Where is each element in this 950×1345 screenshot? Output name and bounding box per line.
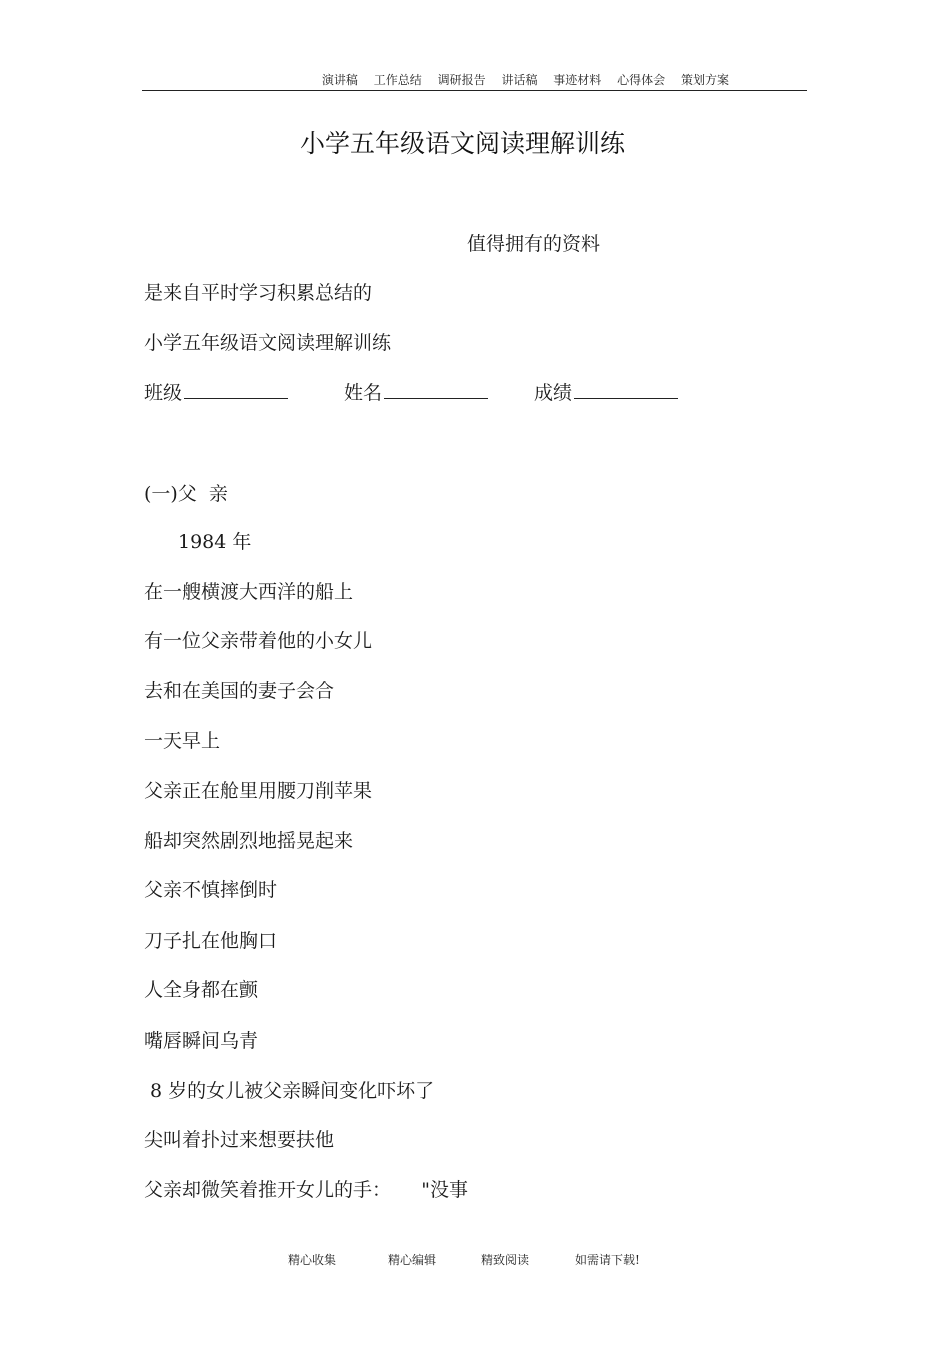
year-line: 1984 年	[178, 531, 252, 553]
footer-item: 如需请下载!	[575, 1253, 640, 1267]
header-link: 事迹材料	[553, 73, 602, 87]
text-line: 父亲不慎摔倒时	[144, 879, 278, 901]
page-header	[142, 68, 807, 91]
header-link: 讲话稿	[501, 73, 538, 87]
text-line: 嘴唇瞬间乌青	[144, 1030, 259, 1052]
footer-item: 精心编辑	[388, 1253, 437, 1267]
name-blank	[384, 380, 488, 399]
text-line: 父亲正在舱里用腰刀削苹果	[144, 780, 373, 802]
score-blank	[574, 380, 678, 399]
page-title: 小学五年级语文阅读理解训练	[299, 129, 625, 158]
text-line: 刀子扎在他胸口	[144, 930, 278, 952]
text-line: 8 岁的女儿被父亲瞬间变化吓坏了	[144, 1080, 435, 1102]
class-label: 班级	[144, 382, 183, 404]
header-link: 调研报告	[437, 73, 486, 87]
text-line: 去和在美国的妻子会合	[144, 680, 335, 702]
header-link: 演讲稿	[321, 73, 358, 87]
name-field	[344, 380, 488, 405]
header-link: 心得体会	[617, 73, 666, 87]
header-links	[310, 71, 729, 88]
intro-line-2: 小学五年级语文阅读理解训练	[144, 332, 392, 354]
text-line: 人全身都在颤	[144, 979, 259, 1001]
footer-item: 精致阅读	[481, 1253, 530, 1267]
score-field	[534, 380, 678, 405]
name-label: 姓名	[344, 382, 383, 404]
text-line: 尖叫着扑过来想要扶他	[144, 1129, 335, 1151]
text-line: 船却突然剧烈地摇晃起来	[144, 830, 354, 852]
header-link: 工作总结	[373, 73, 422, 87]
text-line: 一天早上	[144, 730, 221, 752]
text-line: 在一艘横渡大西洋的船上	[144, 581, 354, 603]
subtitle: 值得拥有的资料	[467, 233, 601, 255]
text-line: 有一位父亲带着他的小女儿	[144, 630, 373, 652]
score-label: 成绩	[534, 382, 573, 404]
section-title: (一)父 亲	[144, 483, 228, 505]
text-line: 父亲却微笑着推开女儿的手： "没事	[144, 1179, 468, 1201]
student-info-row	[144, 380, 288, 405]
class-blank	[184, 380, 288, 399]
header-link: 策划方案	[680, 73, 729, 87]
intro-line-1: 是来自平时学习积累总结的	[144, 282, 373, 304]
footer-item: 精心收集	[288, 1253, 337, 1267]
